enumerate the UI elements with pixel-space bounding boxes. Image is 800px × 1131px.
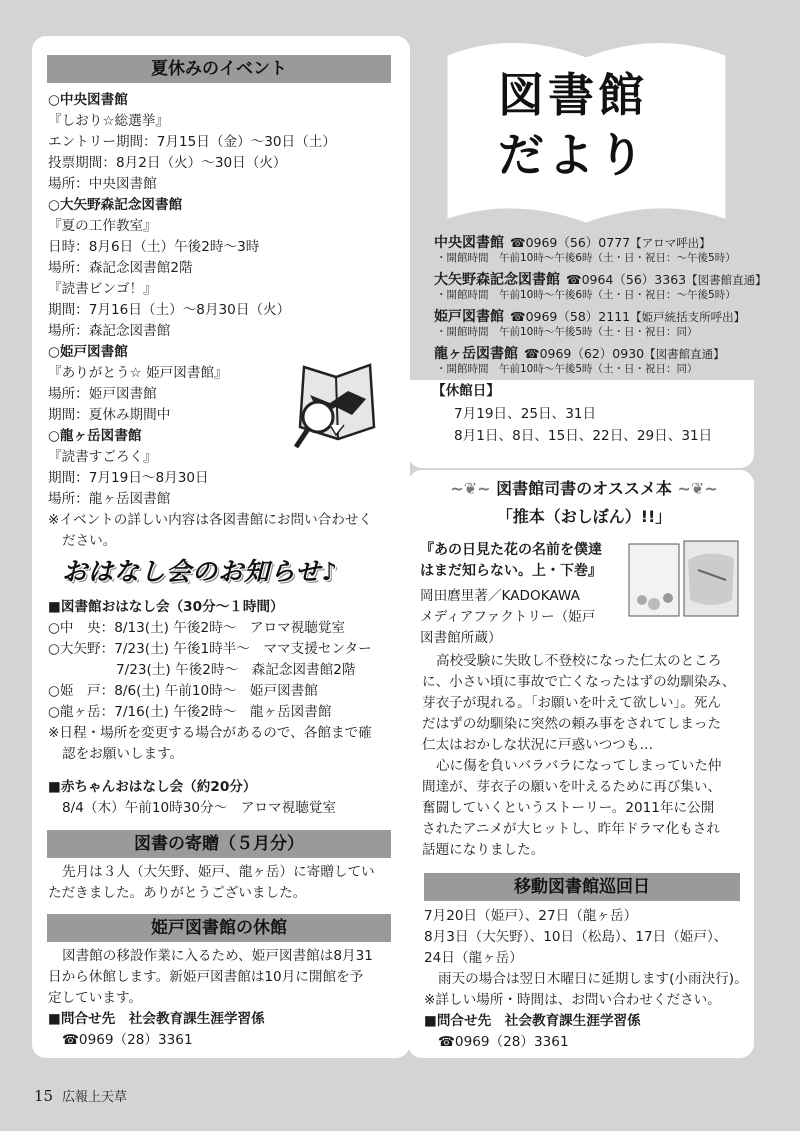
mobile-line: 8月3日（大矢野）、10日（松島）、17日（姫戸）、 — [424, 929, 728, 945]
recommend-subtitle: 「推本（おしぼん）!!」 — [496, 507, 672, 526]
summer-event-line: 『ありがとう☆ 姫戸図書館』 — [48, 365, 228, 381]
summer-event-line: ※イベントの詳しい内容は各図書館にお問い合わせく — [48, 512, 373, 528]
review-line: されたアニメが大ヒットし、昨年ドラマ化もされ — [422, 821, 720, 837]
summer-event-line: 期間：7月16日（土）～8月30日（火） — [48, 302, 291, 318]
library-name: 龍ヶ岳図書館 — [434, 346, 518, 362]
review-line: 話題になりました。 — [422, 842, 545, 858]
storytime-line: ○龍ヶ岳：7/16(土) 午後2時～ 龍ヶ岳図書館 — [48, 704, 332, 720]
summer-event-line: ○大矢野森記念図書館 — [48, 197, 183, 213]
donation-line: ただきました。ありがとうございました。 — [48, 885, 307, 901]
summer-event-line: ○龍ヶ岳図書館 — [48, 428, 142, 444]
recommend-title — [434, 478, 734, 499]
mobile-library-header: 移動図書館巡回日 — [424, 873, 740, 901]
donation-header: 図書の寄贈（５月分） — [47, 830, 391, 858]
library-phone-note: 【図書館直通】 — [686, 273, 767, 287]
masthead-title-line1: 図書館 — [498, 68, 648, 122]
closure-line: 定しています。 — [48, 990, 143, 1006]
closure-header: 姫戸図書館の休館 — [47, 914, 391, 942]
book-author-line3: 図書館所蔵） — [420, 630, 502, 646]
summer-event-line: エントリー期間：7月15日（金）～30日（土） — [48, 134, 336, 150]
summer-events-header: 夏休みのイベント — [47, 55, 391, 83]
mobile-line: ■問合せ先 社会教育課生涯学習係 — [424, 1013, 641, 1029]
library-name: 中央図書館 — [434, 235, 504, 251]
library-phone: ☎0964（56）3363 — [566, 272, 687, 287]
review-line: だはずの幼馴染に突然の頼み事をされてしまった — [422, 716, 722, 732]
mobile-line: ☎0969（28）3361 — [438, 1034, 569, 1050]
review-line: 奮闘していくというストーリー。2011年に公開 — [422, 800, 715, 816]
masthead-title-line2: だより — [498, 128, 648, 182]
mobile-line: 雨天の場合は翌日木曜日に延期します(小雨決行)。 — [438, 971, 748, 987]
summer-event-line: 場所：森記念図書館 — [48, 323, 171, 339]
summer-event-line: 『夏の工作教室』 — [48, 218, 157, 234]
storytime-line: ■図書館おはなし会（30分～１時間） — [48, 599, 284, 615]
library-hours: ・開館時間 午前10時～午後6時（土・日・祝日：～午後5時） — [436, 252, 736, 264]
library-phone: ☎0969（58）2111 — [510, 309, 631, 324]
review-line: 間達が、芽衣子の願いを叶えるために再び集い、 — [422, 779, 722, 795]
summer-event-line: 日時：8月6日（土）午後2時～3時 — [48, 239, 260, 255]
book-title-line1: 『あの日見た花の名前を僕達 — [420, 542, 602, 558]
storytime-line: 8/4（木）午前10時30分～ アロマ視聴覚室 — [62, 800, 336, 816]
summer-event-line: 場所：姫戸図書館 — [48, 386, 157, 402]
book-mascot-illustration — [290, 355, 385, 455]
book-author-line1: 岡田麿里著／KADOKAWA — [420, 588, 580, 604]
review-line: に、小さい頃に事故で亡くなったはずの幼馴染み、 — [422, 674, 736, 690]
library-hours: ・開館時間 午前10時～午後5時（土・日・祝日：同） — [436, 363, 698, 375]
summer-event-line: ○中央図書館 — [48, 92, 128, 108]
review-line: 高校受験に失敗し不登校になった仁太のところ — [436, 653, 722, 669]
summer-event-line: 期間：7月19日～8月30日 — [48, 470, 209, 486]
holiday-dates-august: 8月1日、8日、15日、22日、29日、31日 — [454, 428, 713, 444]
mobile-line: 24日（龍ヶ岳） — [424, 950, 523, 966]
library-name: 大矢野森記念図書館 — [434, 272, 560, 288]
book-author-line2: メディアファクトリー（姫戸 — [420, 609, 596, 625]
closure-line: 図書館の移設作業に入るため、姫戸図書館は8月31 — [62, 948, 373, 964]
library-phone-note: 【姫戸統括支所呼出】 — [630, 310, 746, 324]
summer-event-line: 場所：龍ヶ岳図書館 — [48, 491, 171, 507]
storytime-line: ○大矢野：7/23(土) 午後1時半～ ママ支援センター — [48, 641, 372, 657]
book-cover-image — [628, 540, 740, 618]
storytime-line: ○中 央：8/13(土) 午後2時～ アロマ視聴覚室 — [48, 620, 346, 636]
summer-event-line: 期間：夏休み期間中 — [48, 407, 171, 423]
ornament-left-icon: ~❦~ — [450, 479, 491, 498]
closure-line: ■問合せ先 社会教育課生涯学習係 — [48, 1011, 265, 1027]
recommend-title-text: 図書館司書のオススメ本 — [496, 479, 672, 498]
library-phone-note: 【アロマ呼出】 — [630, 236, 711, 250]
summer-event-line: 『読書すごろく』 — [48, 449, 157, 465]
closure-line: ☎0969（28）3361 — [62, 1032, 193, 1048]
publication-name: 広報上天草 — [62, 1090, 128, 1105]
donation-line: 先月は３人（大矢野、姫戸、龍ヶ岳）に寄贈してい — [62, 864, 375, 880]
mobile-line: ※詳しい場所・時間は、お問い合わせください。 — [424, 992, 721, 1008]
storytime-line: ■赤ちゃんおはなし会（約20分） — [48, 779, 257, 795]
summer-event-line: ださい。 — [62, 533, 117, 549]
storytime-line: 7/23(土) 午後2時～ 森記念図書館2階 — [116, 662, 356, 678]
storytime-line: ※日程・場所を変更する場合があるので、各館まで確 — [48, 725, 372, 741]
page-number: 15 — [34, 1087, 54, 1105]
library-phone: ☎0969（56）0777 — [510, 235, 631, 250]
holiday-dates-july: 7月19日、25日、31日 — [454, 406, 597, 422]
holiday-label: 【休館日】 — [432, 383, 500, 399]
storytime-title: おはなし会のお知らせ♪ — [62, 557, 339, 586]
summer-event-line: ○姫戸図書館 — [48, 344, 128, 360]
library-hours: ・開館時間 午前10時～午後5時（土・日・祝日：同） — [436, 326, 698, 338]
summer-event-line: 『読書ビンゴ！』 — [48, 281, 157, 297]
library-phone-note: 【図書館直通】 — [644, 347, 725, 361]
review-line: 芽衣子が現れる。「お願いを叶えて欲しい」。死ん — [422, 695, 722, 711]
storytime-line: 認をお願いします。 — [62, 746, 184, 762]
summer-event-line: 場所：中央図書館 — [48, 176, 157, 192]
review-line: 仁太はおかしな状況に戸惑いつつも… — [422, 737, 654, 753]
mobile-line: 7月20日（姫戸）、27日（龍ヶ岳） — [424, 908, 638, 924]
summer-event-line: 投票期間：8月2日（火）～30日（火） — [48, 155, 287, 171]
storytime-line: ○姫 戸：8/6(土) 午前10時～ 姫戸図書館 — [48, 683, 318, 699]
review-line: 心に傷を負いバラバラになってしまっていた仲 — [436, 758, 722, 774]
closure-line: 日から休館します。新姫戸図書館は10月に開館を予 — [48, 969, 364, 985]
book-title-line2: はまだ知らない。上・下巻』 — [420, 563, 602, 579]
summer-event-line: 場所：森記念図書館2階 — [48, 260, 193, 276]
library-hours: ・開館時間 午前10時～午後6時（土・日・祝日：～午後5時） — [436, 289, 736, 301]
library-name: 姫戸図書館 — [434, 309, 504, 325]
library-phone: ☎0969（62）0930 — [524, 346, 645, 361]
summer-event-line: 『しおり☆総選挙』 — [48, 113, 169, 129]
ornament-right-icon: ~❦~ — [677, 479, 718, 498]
